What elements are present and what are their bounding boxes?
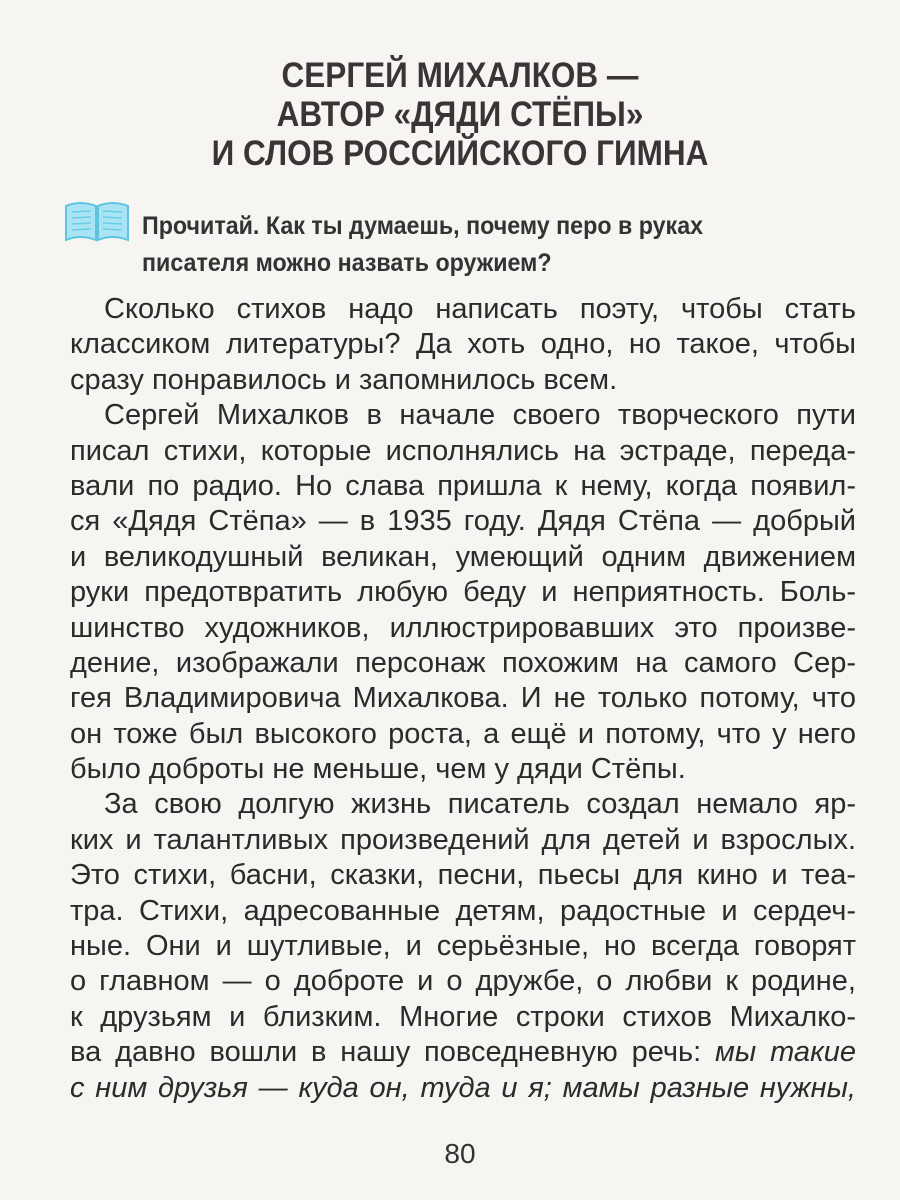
text-line-content [70,646,856,681]
open-book-icon [64,200,130,242]
body-text [70,292,856,1106]
line-text: Сергей Михалков в начале своего творческого пути [104,399,856,432]
line-text: ких и талантливых произведений для детей и взрослых. [70,823,856,856]
line-text: классиком литературы? Да хоть одно, но такое, чтобы [70,328,856,361]
text-line-content [104,292,856,327]
line-text: писал стихи, которые исполнялись на эстраде, переда- [70,434,856,467]
line-text: тра. Стихи, адресованные детям, радостные и сердеч- [70,894,856,927]
text-line-content [70,540,856,575]
text-line [70,929,856,964]
line-text: ные. Они и шутливые, и серьёзные, но всегда говорят [70,930,856,963]
title-line: И СЛОВ РОССИЙСКОГО ГИМНА [211,134,709,173]
title-line: СЕРГЕЙ МИХАЛКОВ — [281,56,639,95]
text-line [70,894,856,929]
line-text: он тоже был высокого роста, а ещё и потому, что у него [70,717,856,750]
text-line-content [70,752,856,787]
task-line: писателя можно назвать оружием? [142,249,552,277]
text-line-content [70,964,856,999]
text-line [70,469,856,504]
text-line [70,292,856,327]
text-line [70,858,856,893]
text-line [70,434,856,469]
italic-quote: мы такие [715,1036,857,1069]
text-line-content [70,363,856,398]
text-line-content [70,717,856,752]
text-line [70,1035,856,1070]
text-line [70,327,856,362]
line-text: вали по радио. Но слава пришла к нему, когда появил- [70,469,856,502]
page-title [0,56,900,173]
line-text: ва давно вошли в нашу повседневную речь: [70,1036,716,1069]
text-line-content [70,1071,856,1106]
line-text: За свою долгую жизнь писатель создал немало яр- [104,788,856,821]
text-line [70,717,856,752]
text-line-content [70,1000,856,1035]
text-line-content [70,611,856,646]
line-text: о главном — о доброте и о дружбе, о любви к родине, [70,965,856,998]
line-text: к друзьям и близким. Многие строки стихов Михалко- [70,1000,856,1033]
text-line-content [70,434,856,469]
text-line [70,964,856,999]
text-line-content [70,469,856,504]
line-text: шинство художников, иллюстрировавших это произве- [70,611,856,644]
line-text: было доброты не меньше, чем у дяди Стёпы. [70,753,686,786]
task-line: Прочитай. Как ты думаешь, почему перо в руках [142,212,704,240]
text-line [70,575,856,610]
text-line [70,752,856,787]
text-line [70,540,856,575]
line-text: дение, изображали персонаж похожим на самого Сер- [70,646,856,679]
text-line-content [70,823,856,858]
line-text: Сколько стихов надо написать поэту, чтобы стать [104,293,856,325]
text-line-content [70,929,856,964]
line-text: гея Владимировича Михалкова. И не только потому, что [70,682,856,715]
line-text: руки предотвратить любую беду и неприятность. Боль- [70,576,856,609]
text-line [70,823,856,858]
page-number: 80 [444,1138,476,1169]
italic-quote: с ним друзья — куда он, туда и я; мамы разные нужны, [70,1071,856,1104]
title-line: АВТОР «ДЯДИ СТЁПЫ» [276,95,644,134]
line-text: сразу понравилось и запомнилось всем. [70,363,618,396]
reading-task [142,208,862,282]
text-line [70,504,856,539]
text-line-content [70,504,856,539]
line-text: и великодушный великан, умеющий одним движением [70,540,856,573]
text-line [70,363,856,398]
text-line-content [70,327,856,362]
text-line-content [70,575,856,610]
text-line [70,787,856,822]
text-line [70,611,856,646]
line-text: ся «Дядя Стёпа» — в 1935 году. Дядя Стёпа — добрый [70,505,856,538]
text-line [70,1000,856,1035]
line-text: Это стихи, басни, сказки, песни, пьесы для кино и теа- [70,859,856,892]
text-line [70,1071,856,1106]
text-line-content [104,787,856,822]
text-line-content [70,1035,856,1070]
text-line [70,398,856,433]
text-line-content [70,894,856,929]
text-line-content [104,398,856,433]
text-line [70,681,856,716]
text-line [70,646,856,681]
text-line-content [70,858,856,893]
text-line-content [70,681,856,716]
